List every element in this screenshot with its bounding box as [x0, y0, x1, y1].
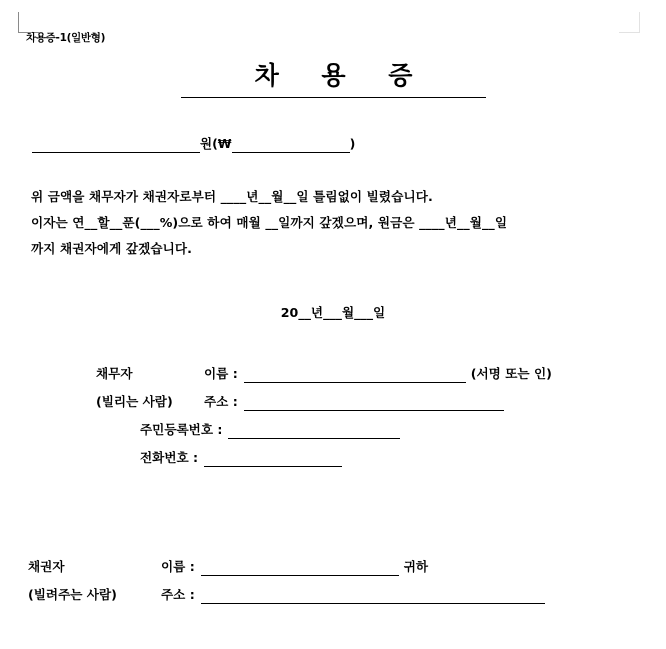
amount-numeric-blank-field[interactable]: [232, 136, 350, 153]
creditor-block: [28, 548, 545, 604]
amount-row: [32, 136, 382, 153]
amount-close-paren: ): [349, 136, 356, 151]
creditor-name-input[interactable]: [201, 560, 399, 576]
debtor-rrn-label: 주민등록번호 :: [140, 422, 223, 437]
creditor-address-row: [28, 576, 545, 604]
debtor-signature-note: (서명 또는 인): [470, 366, 552, 381]
amount-currency-label: 원(₩: [200, 136, 232, 151]
debtor-block: [96, 355, 552, 467]
form-code-label: 차용증-1(일반형): [26, 32, 106, 44]
body-line-3: 까지 채권자에게 갚겠습니다.: [31, 241, 193, 256]
debtor-name-input[interactable]: [244, 367, 466, 383]
document-title: [181, 56, 486, 98]
debtor-address-label: 주소 :: [204, 394, 238, 409]
debtor-party-label: 채무자: [96, 366, 133, 381]
debtor-phone-input[interactable]: [204, 451, 342, 467]
corner-mark-top-right-icon: [619, 12, 640, 33]
debtor-rrn-row: [96, 411, 552, 439]
debtor-name-label: 이름 :: [204, 366, 238, 381]
body-paragraph: [31, 184, 643, 262]
creditor-honorific-note: 귀하: [403, 559, 429, 574]
creditor-name-label: 이름 :: [161, 559, 195, 574]
debtor-name-row: [96, 355, 552, 383]
debtor-address-input[interactable]: [244, 395, 504, 411]
debtor-address-row: [96, 383, 552, 411]
document-title-text: 차 용 증: [254, 61, 430, 90]
body-line-1: 위 금액을 채무자가 채권자로부터 ____년__월__일 틀림없이 빌렸습니다.: [31, 189, 433, 204]
debtor-phone-label: 전화번호 :: [140, 450, 199, 465]
date-line: 20__년___월___일: [280, 305, 386, 320]
debtor-phone-row: [96, 439, 552, 467]
creditor-address-input[interactable]: [201, 588, 545, 604]
body-line-2: 이자는 연__할__푼(___%)으로 하여 매월 __일까지 갚겠으며, 원금은 ____년__월__일: [31, 215, 508, 230]
creditor-name-row: [28, 548, 545, 576]
creditor-address-label: 주소 :: [161, 587, 195, 602]
creditor-party-sub-label: (빌려주는 사람): [28, 587, 117, 602]
creditor-party-label: 채권자: [28, 559, 65, 574]
debtor-party-sub-label: (빌리는 사람): [96, 394, 173, 409]
debtor-rrn-input[interactable]: [228, 423, 400, 439]
amount-hangul-blank-field[interactable]: [32, 136, 200, 153]
